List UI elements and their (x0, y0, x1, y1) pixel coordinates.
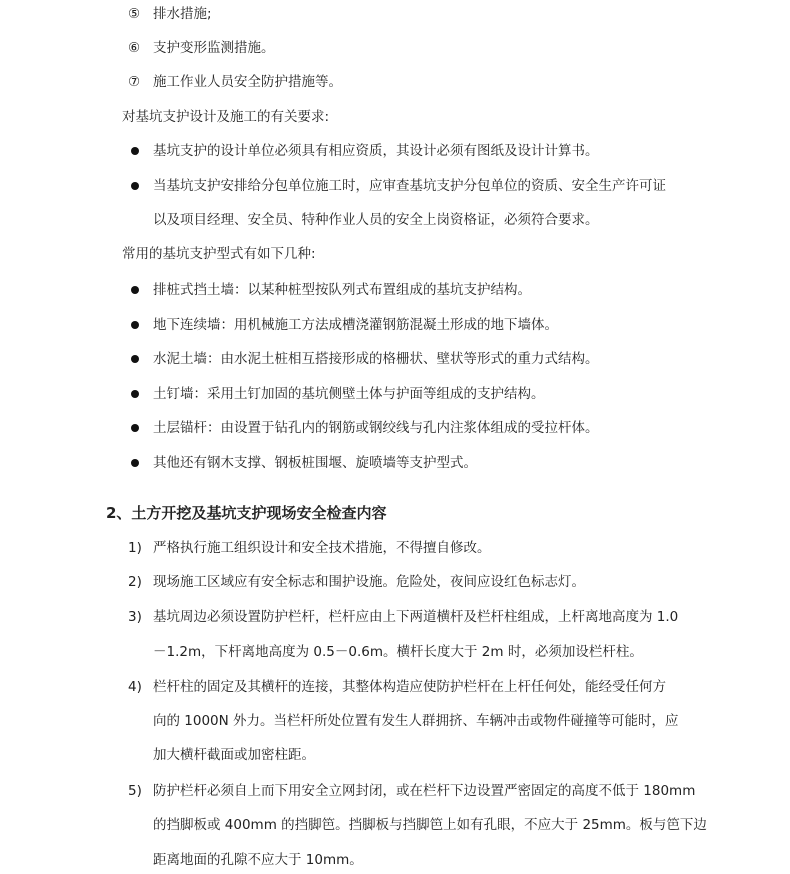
bullet-text: 其他还有钢木支撑、钢板桩围堰、旋喷墙等支护型式。 (153, 455, 477, 471)
bullet-text: 排桩式挡土墙：以某种桩型按队列式布置组成的基坑支护结构。 (153, 282, 531, 298)
bullet-icon (131, 390, 139, 398)
bullet-icon (131, 321, 139, 329)
item-text: 基坑周边必须设置防护栏杆，栏杆应由上下两道横杆及栏杆柱组成，上杆离地高度为 1.0 (153, 609, 679, 625)
item-number: 3) (128, 609, 142, 625)
item-number: 4) (128, 679, 142, 695)
item-text: 的挡脚板或 400mm 的挡脚笆。挡脚板与挡脚笆上如有孔眼，不应大于 25mm。板与笆下边 (153, 817, 707, 833)
bullet-text: 地下连续墙：用机械施工方法成槽浇灌钢筋混凝土形成的地下墙体。 (153, 317, 558, 333)
bullet-text: 基坑支护的设计单位必须具有相应资质，其设计必须有图纸及设计计算书。 (153, 143, 599, 159)
item-text: 距离地面的孔隙不应大于 10mm。 (153, 852, 363, 868)
bullet-icon (131, 424, 139, 432)
item-number: ⑥ (128, 40, 141, 56)
item-text: 向的 1000N 外力。当栏杆所处位置有发生人群拥挤、车辆冲击或物件碰撞等可能时，应 (153, 713, 679, 729)
item-text: 现场施工区域应有安全标志和围护设施。危险处，夜间应设红色标志灯。 (153, 574, 585, 590)
requirements-title: 对基坑支护设计及施工的有关要求: (122, 109, 330, 125)
bullet-text: 水泥土墙：由水泥土桩相互搭接形成的格栅状、壁状等形式的重力式结构。 (153, 351, 599, 367)
bullet-text: 土层锚杆：由设置于钻孔内的钢筋或钢绞线与孔内注浆体组成的受拉杆体。 (153, 420, 599, 436)
item-number: ⑦ (128, 74, 141, 90)
item-number: 2) (128, 574, 142, 590)
item-text: 严格执行施工组织设计和安全技术措施，不得擅自修改。 (153, 540, 491, 556)
bullet-icon (131, 286, 139, 294)
bullet-text: 土钉墙：采用土钉加固的基坑侧壁土体与护面等组成的支护结构。 (153, 386, 545, 402)
item-text: 加大横杆截面或加密柱距。 (153, 747, 315, 763)
item-number: ⑤ (128, 6, 141, 22)
types-title: 常用的基坑支护型式有如下几种: (122, 246, 316, 262)
bullet-icon (131, 355, 139, 363)
item-number: 1) (128, 540, 142, 556)
bullet-icon (131, 147, 139, 155)
bullet-text: 当基坑支护安排给分包单位施工时，应审查基坑支护分包单位的资质、安全生产许可证 (153, 178, 666, 194)
bullet-icon (131, 459, 139, 467)
bullet-icon (131, 182, 139, 190)
item-text: 防护栏杆必须自上而下用安全立网封闭，或在栏杆下边设置严密固定的高度不低于 180mm (153, 783, 696, 799)
item-text: －1.2m，下杆离地高度为 0.5－0.6m。横杆长度大于 2m 时，必须加设栏杆柱。 (153, 644, 643, 660)
item-text: 支护变形监测措施。 (153, 40, 275, 56)
item-text: 栏杆柱的固定及其横杆的连接，其整体构造应使防护栏杆在上杆任何处，能经受任何方 (153, 679, 666, 695)
item-number: 5) (128, 783, 142, 799)
item-text: 施工作业人员安全防护措施等。 (153, 74, 342, 90)
section-heading: 2、土方开挖及基坑支护现场安全检查内容 (106, 504, 387, 522)
item-text: 排水措施; (153, 6, 212, 22)
bullet-text: 以及项目经理、安全员、特种作业人员的安全上岗资格证，必须符合要求。 (153, 212, 599, 228)
